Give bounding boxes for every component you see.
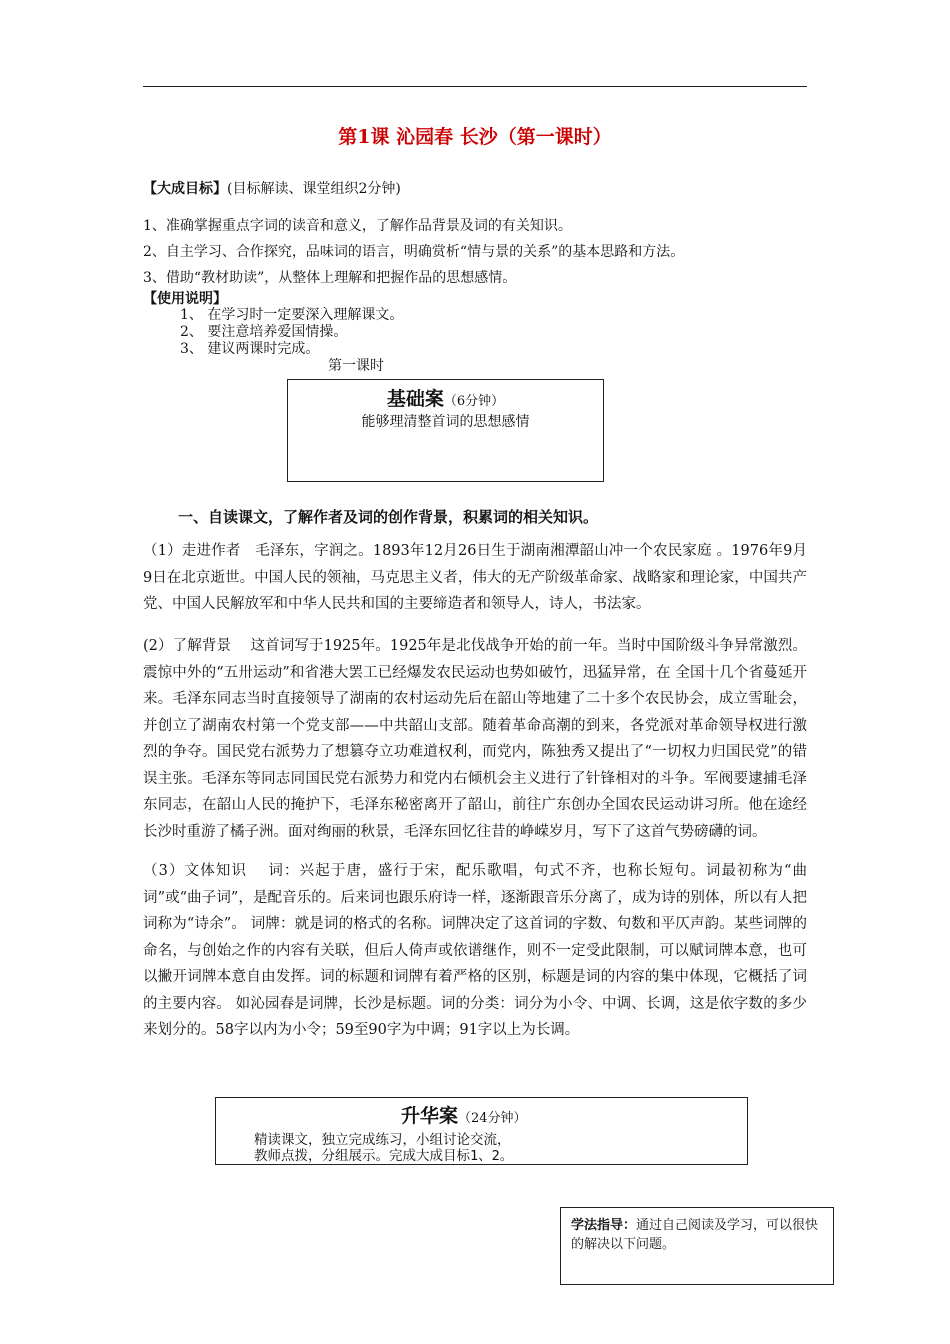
advanced-case-box	[215, 1097, 748, 1165]
basic-case-time: （6分钟）	[443, 394, 505, 409]
session-label: 第一课时	[328, 358, 384, 374]
advanced-case-title-line	[401, 1101, 527, 1128]
goal-item-2: 2、自主学习、合作探究，品味词的语言，明确赏析“情与景的关系”的基本思路和方法。	[143, 244, 685, 260]
advanced-case-line-1: 精读课文，独立完成练习，小组讨论交流，	[254, 1132, 511, 1148]
goals-heading: 【大成目标】	[143, 181, 227, 197]
goal-item-3: 3、借助“教材助读”，从整体上理解和把握作品的思想感情。	[143, 270, 517, 286]
basic-case-subtitle: 能够理清整首词的思想感情	[361, 414, 530, 430]
study-guide-box	[560, 1207, 834, 1285]
goal-item-1: 1、准确掌握重点字词的读音和意义，了解作品背景及词的有关知识。	[143, 218, 572, 234]
paragraph-background: (2）了解背景 这首词写于1925年。1925年是北伐战争开始的前一年。当时中国阶级斗争异常激烈。震惊中外的“五卅运动”和省港大罢工已经爆发农民运动也势如破竹，迅猛异常，在 全国十几个省蔓延开来。毛泽东同志当时直接领导了湖南的农村运动先后在韶山等地建了二十多个农民协会，成立雪耻会，并创立了湖南农村第一个党支部——中共韶山支部。随着革命高潮的到来，各党派对革命领导权进行激烈的争夺。国民党右派势力了想篡夺立功难道权利，而党内，陈独秀又提出了“一切权力归国民党”的错误主张。毛泽东等同志同国民党右派势力和党内右倾机会主义进行了针锋相对的斗争。军阀要逮捕毛泽东同志，在韶山人民的掩护下，毛泽东秘密离开了韶山，前往广东创办全国农民运动讲习所。他在途经长沙时重游了橘子洲。面对绚丽的秋景，毛泽东回忆往昔的峥嵘岁月，写下了这首气势磅礴的词。	[143, 638, 807, 840]
page-title: 第1课 沁园春 长沙（第一课时）	[338, 126, 612, 148]
paragraph-author: （1）走进作者 毛泽东，字润之。1893年12月26日生于湖南湘潭韶山冲一个农民家庭 。1976年9月9日在北京逝世。中国人民的领袖，马克思主义者，伟大的无产阶级革命家、战略家和理论家，中国共产党、中国人民解放军和中华人民共和国的主要缔造者和领导人，诗人，书法家。	[143, 543, 807, 612]
study-guide-text: 通过自己阅读及学习，可以很快的解决以下问题。	[571, 1218, 819, 1252]
basic-case-box	[287, 379, 604, 482]
study-guide-label: 学法指导：	[571, 1218, 637, 1233]
usage-item-2: 2、 要注意培养爱国情操。	[180, 324, 348, 340]
usage-item-3: 3、 建议两课时完成。	[180, 341, 320, 357]
basic-case-title-line	[288, 384, 603, 411]
goals-heading-note: (目标解读、课堂组织2分钟)	[227, 181, 401, 197]
paragraph-genre: （3）文体知识 词：兴起于唐，盛行于宋，配乐歌唱，句式不齐，也称长短句。词最初称为“曲词”或“曲子词”，是配音乐的。后来词也跟乐府诗一样，逐渐跟音乐分离了，成为诗的别体，所以有人把词称为“诗余”。 词牌：就是词的格式的名称。词牌决定了这首词的字数、句数和平仄声韵。某些词牌的命名，与创始之作的内容有关联，但后人倚声或依谱继作，则不一定受此限制，可以赋词牌本意，也可以撇开词牌本意自由发挥。词的标题和词牌有着严格的区别，标题是词的内容的集中体现，它概括了词的主要内容。 如沁园春是词牌，长沙是标题。词的分类：词分为小令、中调、长调，这是依字数的多少来划分的。58字以内为小令；59至90字为中调；91字以上为长调。	[143, 863, 807, 1038]
header-rule	[143, 86, 807, 87]
basic-case-title: 基础案	[386, 388, 444, 410]
advanced-case-time: （24分钟）	[458, 1111, 527, 1126]
advanced-case-line-2: 教师点拨，分组展示。完成大成目标1、2。	[254, 1148, 514, 1164]
advanced-case-title: 升华案	[401, 1105, 459, 1127]
usage-heading: 【使用说明】	[143, 291, 227, 307]
usage-item-1: 1、 在学习时一定要深入理解课文。	[180, 307, 404, 323]
section1-heading: 一、自读课文，了解作者及词的创作背景，积累词的相关知识。	[178, 508, 599, 526]
goals-heading-line	[143, 179, 401, 199]
